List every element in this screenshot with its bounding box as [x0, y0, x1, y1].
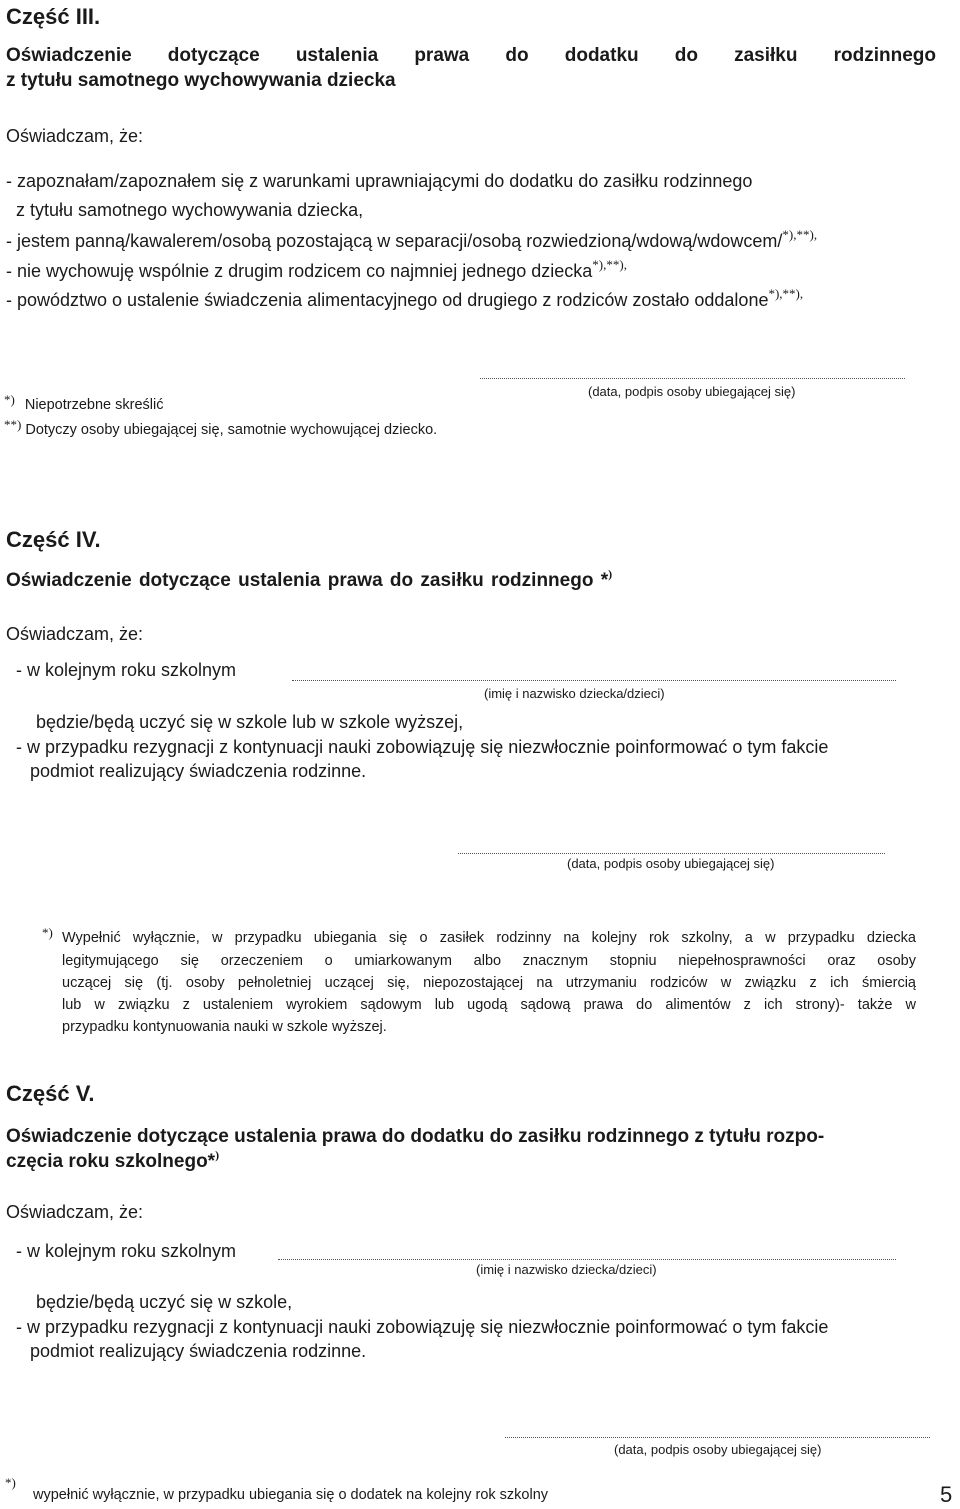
part3-footnote2-mark: **) [4, 417, 22, 432]
part3-footnote1-text: Niepotrzebne skreślić [24, 397, 164, 413]
part4-title [6, 567, 613, 592]
part3-item1-line1: - zapoznałam/zapoznałem się z warunkami uprawniającymi do dodatku do zasiłku rodzinnego [6, 171, 753, 191]
part5-signature-line[interactable] [505, 1437, 930, 1438]
part3-footnote1-mark: *) [4, 392, 15, 407]
part5-signature-label: (data, podpis osoby ubiegającej się) [614, 1442, 822, 1457]
part4-footnote-line4: lub w związku z ustaleniem wyrokiem sądowym lub ugodą sądową prawa do alimentów z ich strony)- także w [62, 997, 916, 1013]
part3-declare: Oświadczam, że: [6, 126, 144, 146]
part4-item2-line1: - w przypadku rezygnacji z kontynuacji nauki zobowiązuję się niezwłocznie poinformować o tym fakcie [16, 737, 829, 757]
part3-footnote1 [4, 392, 164, 413]
part4-declare: Oświadczam, że: [6, 624, 144, 644]
part5-title-line1: Oświadczenie dotyczące ustalenia prawa do dodatku do zasiłku rodzinnego z tytułu rozpo- [6, 1126, 825, 1147]
part3-item4 [6, 286, 804, 311]
part3-footnote2 [4, 417, 438, 438]
part4-item2-line2: podmiot realizujący świadczenia rodzinne. [30, 761, 367, 781]
part3-item2-sup: *),**), [782, 227, 818, 242]
part4-footnote-line1: Wypełnić wyłącznie, w przypadku ubiegania się o zasiłek rodzinny na kolejny rok szkolny, a w przypadku dziecka [62, 930, 916, 946]
part5-item2-line1: - w przypadku rezygnacji z kontynuacji nauki zobowiązuję się niezwłocznie poinformować o tym fakcie [16, 1317, 829, 1337]
part3-signature-line[interactable] [480, 378, 905, 379]
part4-footnote-mark-wrap [42, 925, 53, 945]
part3-signature-label: (data, podpis osoby ubiegającej się) [588, 384, 796, 399]
part3-footnote2-text: Dotyczy osoby ubiegającej się, samotnie wychowującej dziecko. [25, 422, 438, 438]
part4-footnote-mark: *) [42, 925, 53, 940]
part3-title-line1: Oświadczenie dotyczące ustalenia prawa do dodatku do zasiłku rodzinnego [6, 45, 936, 66]
part5-footnote-mark: *) [5, 1475, 16, 1490]
part3-title-line2: z tytułu samotnego wychowywania dziecka [6, 70, 396, 91]
part5-title-sup: ) [215, 1148, 220, 1162]
part4-child-label: (imię i nazwisko dziecka/dzieci) [484, 686, 665, 701]
part4-item1-cont: będzie/będą uczyć się w szkole lub w szkole wyższej, [36, 712, 464, 732]
part3-item3 [6, 257, 627, 282]
part4-signature-label: (data, podpis osoby ubiegającej się) [567, 856, 775, 871]
part4-item1: - w kolejnym roku szkolnym [16, 660, 237, 680]
page-number: 5 [940, 1482, 953, 1507]
part3-heading: Część III. [6, 4, 101, 29]
part5-item2-line2: podmiot realizujący świadczenia rodzinne. [30, 1341, 367, 1361]
part5-footnote-text: wypełnić wyłącznie, w przypadku ubiegania się o dodatek na kolejny rok szkolny [33, 1487, 549, 1503]
part5-child-name-line[interactable] [278, 1259, 896, 1260]
part5-title-line2-text: częcia roku szkolnego* [6, 1151, 216, 1172]
part4-footnote-line5: przypadku kontynuowania nauki w szkole wyższej. [62, 1019, 387, 1035]
part4-signature-line[interactable] [458, 853, 885, 854]
part4-heading: Część IV. [6, 527, 101, 552]
part4-child-name-line[interactable] [292, 680, 896, 681]
part4-title-sup: ) [608, 567, 613, 581]
part5-item1: - w kolejnym roku szkolnym [16, 1241, 237, 1261]
part4-footnote-line3: uczącej się (tj. osoby pełnoletniej uczącej się, niepozostającej na utrzymaniu rodziców w związku z ich śmiercią [62, 975, 916, 991]
part3-item2-text: - jestem panną/kawalerem/osobą pozostającą w separacji/osobą rozwiedzioną/wdową/wdowcem/ [6, 231, 783, 251]
part5-footnote-mark-wrap [5, 1475, 16, 1495]
part3-item1-line2: z tytułu samotnego wychowywania dziecka, [16, 200, 364, 220]
part4-footnote-line2: legitymującego się orzeczeniem o umiarkowanym albo znacznym stopniu niepełnosprawności oraz osoby [62, 953, 916, 969]
part5-title-line2 [6, 1148, 220, 1173]
part5-declare: Oświadczam, że: [6, 1202, 144, 1222]
part3-item2 [6, 227, 818, 252]
part3-item3-text: - nie wychowuję wspólnie z drugim rodzicem co najmniej jednego dziecka [6, 261, 593, 281]
part5-child-label: (imię i nazwisko dziecka/dzieci) [476, 1262, 657, 1277]
part3-item4-text: - powództwo o ustalenie świadczenia alimentacyjnego od drugiego z rodziców zostało oddalone [6, 290, 769, 310]
part5-heading: Część V. [6, 1081, 95, 1106]
part4-title-text: Oświadczenie dotyczące ustalenia prawa do zasiłku rodzinnego * [6, 570, 609, 591]
part3-item4-sup: *),**), [768, 286, 804, 301]
part3-item3-sup: *),**), [592, 257, 627, 272]
part5-item1-cont: będzie/będą uczyć się w szkole, [36, 1292, 293, 1312]
